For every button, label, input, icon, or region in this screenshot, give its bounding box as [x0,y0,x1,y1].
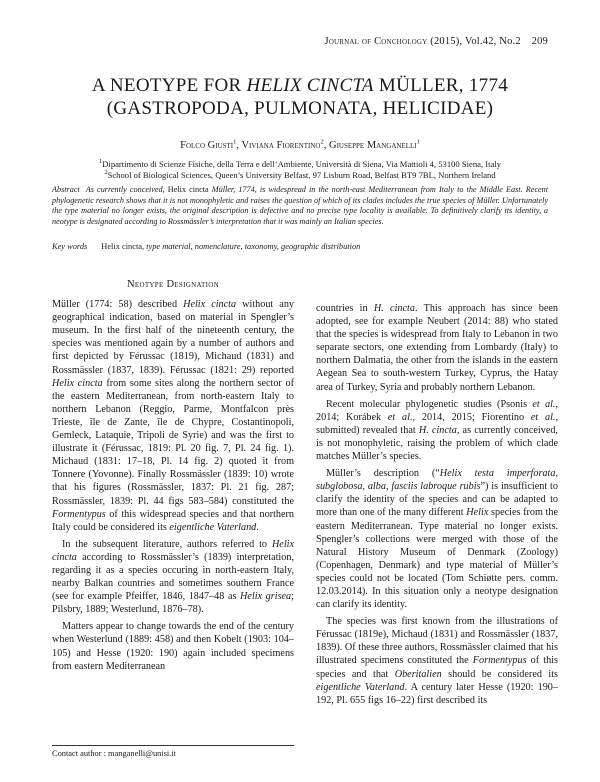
section-heading: Neotype Designation [127,279,219,290]
paragraph: countries in H. cincta. This approach has since been adopted, see for example Neubert (2014: 88) who stated that the species is widespread from Italy to Lebanon in two separate sectors, one extending from Lombardy (Italy) to northern Dalmatia, the other from the islands in the eastern Aegean Sea to south-western Turkey, Cyprus, the Hatay area of Turkey, Syria and probably northern Lebanon. [316,303,558,393]
left-column [52,278,294,673]
journal-volume: (2015), Vol.42, No.2 [430,36,521,47]
author-name: Folco Giusti [180,140,234,151]
keywords-label: Key words [52,242,88,251]
paragraph: Matters appear to change towards the end of the century when Westerlund (1889: 458) and then Kobelt (1903: 104–105) and Hesse (1920: 190) again included specimens from eastern Mediterranean [52,621,294,672]
running-head [324,36,548,47]
affiliation-line: $^1$Dipartimento di Scienze Fisiche, della Terra e dell’Ambiente, Università di Siena, Via Mattioli 4, 53100 Siena, Italy [98,158,502,169]
right-column [316,302,558,707]
affiliations [40,159,560,181]
paragraph: The species was first known from the illustrations of Férussac (1819e), Michaud (1831) and Rossmässler (1837, 1839). Of these three authors, Rossmässler claimed that his illustrated specimens constituted the Formentypus of this species and that Oberitalien should be considered its eigentliche Vaterland. A century later Hesse (1920: 190–192, Pl. 655 figs 16–22) first described its [316,616,559,706]
journal-name: Journal of Conchology [324,36,428,47]
contact-footnote: Contact author : manganelli@unisi.it [52,745,294,758]
author-name: Viviana Fiorentino [241,140,321,151]
abstract-label: Abstract [52,185,80,194]
paragraph: In the subsequent literature, authors referred to Helix cincta according to Rossmässler’s (1839) interpretation, regarding it as a species occuring in north-eastern Italy, nearby Balkan countries and sometimes southern France (see for example Pfeiffer, 1846, 1847–48 as Helix grisea; Pilsbry, 1889; Westerlund, 1876–78). [52,538,294,616]
author-list: Folco Giusti$^1$, Viviana Fiorentino$^2$, Giuseppe Manganelli$^1$ [180,138,420,151]
author-name: Giuseppe Manganelli [329,140,417,151]
paper-title: A NEOTYPE FOR HELIX CINCTA MÜLLER, 1774 (GASTROPODA, PULMONATA, HELICIDAE) [91,75,509,119]
affiliation-line: $^2$School of Biological Sciences, Queen’s University Belfast, 97 Lisburn Road, Belfast BT9 7BL, Northern Ireland [104,169,496,180]
paragraph: Recent molecular phylogenetic studies (Psonis et al., 2014; Korábek et al., 2014, 2015; Fiorentino et al., submitted) revealed that H. cincta, as currently conceived, is not monophyletic, raising the problem of which clade matches Müller’s species. [316,398,559,463]
paragraph: Müller (1774: 58) described Helix cincta without any geographical indication, based on material in Spengler’s museum. In the first half of the nineteenth century, the species was mentioned again by a number of authors and first depicted by Férussac (1819), Michaud (1831) and Rossmässler (1837, 1839). Férussac (1821: 29) reported Helix cincta from some sites along the northern sector of the eastern Mediterranean, from north-eastern Italy to northern Lebanon (Reggio, Parme, Montfalcon près Trieste, île de Zante, île de Chypre, Costantinopoli, Gemleck, Lataquie, Tripoli de Syrie) and was the first to illustrate it (Férussac, 1819: Pl. 20 fig. 7, Pl. 24 fig. 1). Michaud (1831: 17–18, Pl. 14 fig. 2) quoted it from Tonnere (Yovonne). Finally Rossmässler (1839: 10) wrote that his figures (Rossmässler, 1837: Pl. 21 fig. 287; Rossmässler, 1839: Pl. 44 figs 583–584) constituted the Formentypus of this widespread species and that northern Italy could be considered its eigentliche Vaterland. [52,299,295,533]
abstract: Abstract As currently conceived, Helix cincta Müller, 1774, is widespread in the north-east Mediterranean from Italy to the Middle East. Recent phylogenetic research shows that it is not monophyletic and raises the question of which of its clades includes the true species of Müller. Unfortunately the type material no longer exists, the original description is defective and no precise type locality is available. To definitively clarify its identity, a neotype is designated according to Rossmässler’s interpretation that it was mainly an Italian species. [52,185,548,226]
keywords: Key words Helix cincta, type material, nomenclature, taxonomy, geographic distribution [52,242,361,251]
paragraph: Müller’s description (“Helix testa imperforata, subglobosa, alba, fasciis labroque rubis”) is insufficient to clarify the identity of the species and can be adapted to more than one of the many different Helix species from the eastern Mediterranean. Type material no longer exists. Spengler’s collections were merged with those of the Natural History Museum of Denmark (Zoology) (Copenhagen, Denmark) and type material of Müller’s species could not be located (Tom Schiøtte pers. comm. 12.03.2014). In this situation only a neotype designation can clarify its identity. [316,468,558,611]
page-number: 209 [531,36,548,47]
